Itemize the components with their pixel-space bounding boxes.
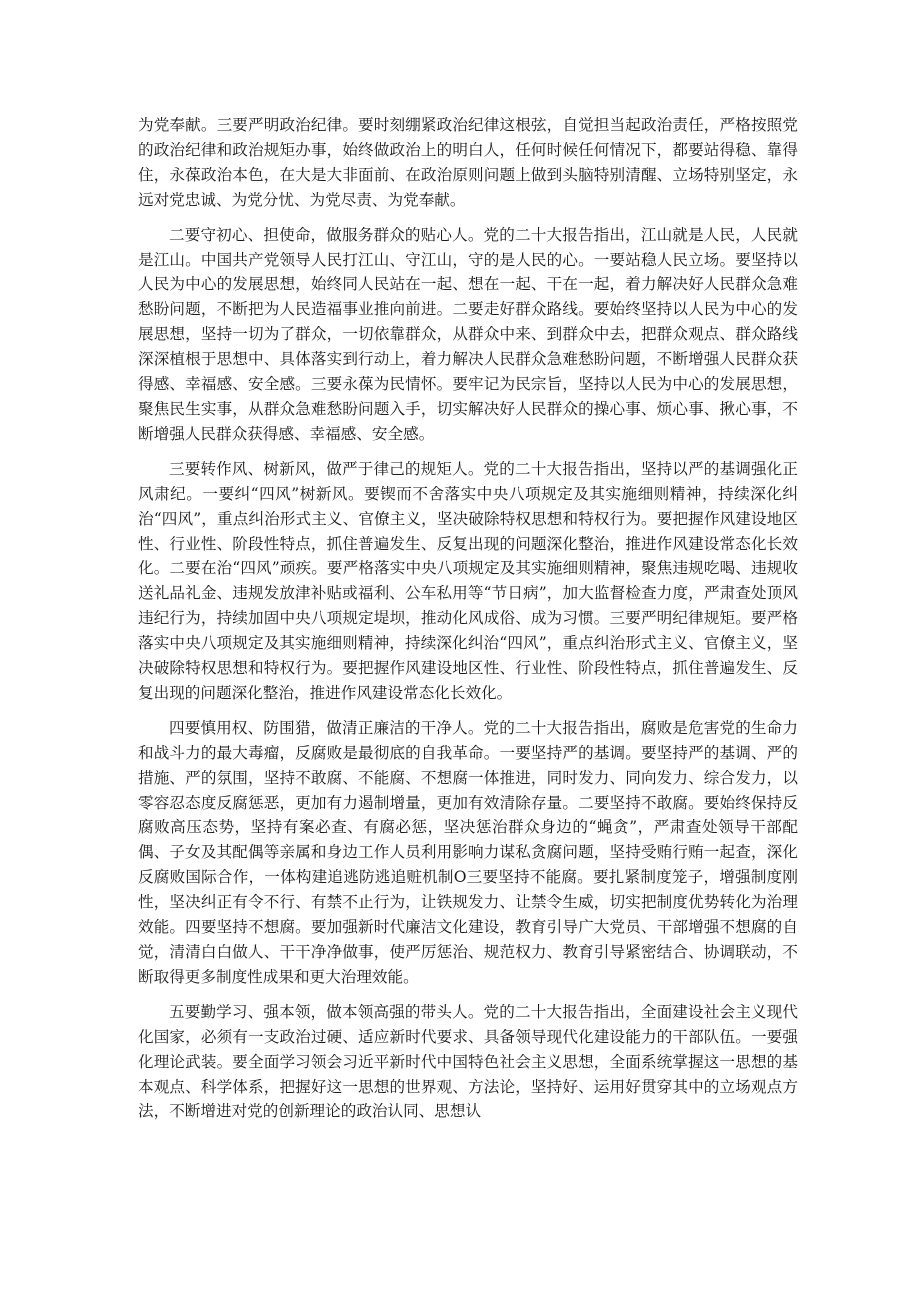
paragraph-section-5: 五要勤学习、强本领，做本领高强的带头人。党的二十大报告指出，全面建设社会主义现代化国家，必须有一支政治过硬、适应新时代要求、具备领导现代化建设能力的干部队伍。一要强化理论武装。要全面学习领会习近平新时代中国特色社会主义思想，全面系统掌握这一思想的基本观点、科学体系，把握好这一思想的世界观、方法论，坚持好、运用好贯穿其中的立场观点方法，不断增进对党的创新理论的政治认同、思想认 [138,1002,798,1121]
paragraph-section-2: 二要守初心、担使命，做服务群众的贴心人。党的二十大报告指出，江山就是人民，人民就是江山。中国共产党领导人民打江山、守江山，守的是人民的心。一要站稳人民立场。要坚持以人民为中心的发展思想，始终同人民站在一起、想在一起、干在一起，着力解决好人民群众急难愁盼问题，不断把为人民造福事业推向前进。二要走好群众路线。要始终坚持以人民为中心的发展思想，坚持一切为了群众，一切依靠群众，从群众中来、到群众中去，把群众观点、群众路线深深植根于思想中、具体落实到行动上，着力解决人民群众急难愁盼问题，不断增强人民群众获得感、幸福感、安全感。三要永葆为民情怀。要牢记为民宗旨，坚持以人民为中心的发展思想，聚焦民生实事，从群众急难愁盼问题入手，切实解决好人民群众的操心事、烦心事、揪心事，不断增强人民群众获得感、幸福感、安全感。 [138,225,798,443]
paragraph-section-4: 四要慎用权、防围猎，做清正廉洁的干净人。党的二十大报告指出，腐败是危害党的生命力和战斗力的最大毒瘤，反腐败是最彻底的自我革命。一要坚持严的基调。要坚持严的基调、严的措施、严的氛围，坚持不敢腐、不能腐、不想腐一体推进，同时发力、同向发力、综合发力，以零容忍态度反腐惩恶，更加有力遏制增量，更加有效清除存量。二要坚持不敢腐。要始终保持反腐败高压态势，坚持有案必查、有腐必惩，坚决惩治群众身边的“蝇贪”，严肃查处领导干部配偶、子女及其配偶等亲属和身边工作人员利用影响力谋私贪腐问题，坚持受贿行贿一起查，深化反腐败国际合作，一体构建追逃防逃追赃机制O三要坚持不能腐。要扎紧制度笼子，增强制度刚性，坚决纠正有令不行、有禁不止行为，让铁规发力、让禁令生威，切实把制度优势转化为治理效能。四要坚持不想腐。要加强新时代廉洁文化建设，教育引导广大党员、干部增强不想腐的自觉，清清白白做人、干干净净做事，使严厉惩治、规范权力、教育引导紧密结合、协调联动，不断取得更多制度性成果和更大治理效能。 [138,718,798,986]
document-body [138,113,798,1134]
paragraph-continuation: 为党奉献。三要严明政治纪律。要时刻绷紧政治纪律这根弦，自觉担当起政治责任，严格按照党的政治纪律和政治规矩办事，始终做政治上的明白人，任何时候任何情况下，都要站得稳、靠得住，永葆政治本色，在大是大非面前、在政治原则问题上做到头脑特别清醒、立场特别坚定，永远对党忠诚、为党分忧、为党尽责、为党奉献。 [138,116,798,209]
paragraph-section-3: 三要转作风、树新风，做严于律己的规矩人。党的二十大报告指出，坚持以严的基调强化正风肃纪。一要纠“四风”树新风。要锲而不舍落实中央八项规定及其实施细则精神，持续深化纠治“四风”，重点纠治形式主义、官僚主义，坚决破除特权思想和特权行为。要把握作风建设地区性、行业性、阶段性特点，抓住普遍发生、反复出现的问题深化整治，推进作风建设常态化长效化。二要在治“四风”顽疾。要严格落实中央八项规定及其实施细则精神，聚焦违规吃喝、违规收送礼品礼金、违规发放津补贴或福利、公车私用等“节日病”，加大监督检查力度，严肃查处顶风违纪行为，持续加固中央八项规定堤坝，推动化风成俗、成为习惯。三要严明纪律规矩。要严格落实中央八项规定及其实施细则精神，持续深化纠治“四风”，重点纠治形式主义、官僚主义，坚决破除特权思想和特权行为。要把握作风建设地区性、行业性、阶段性特点，抓住普遍发生、反复出现的问题深化整治，推进作风建设常态化长效化。 [138,459,798,702]
